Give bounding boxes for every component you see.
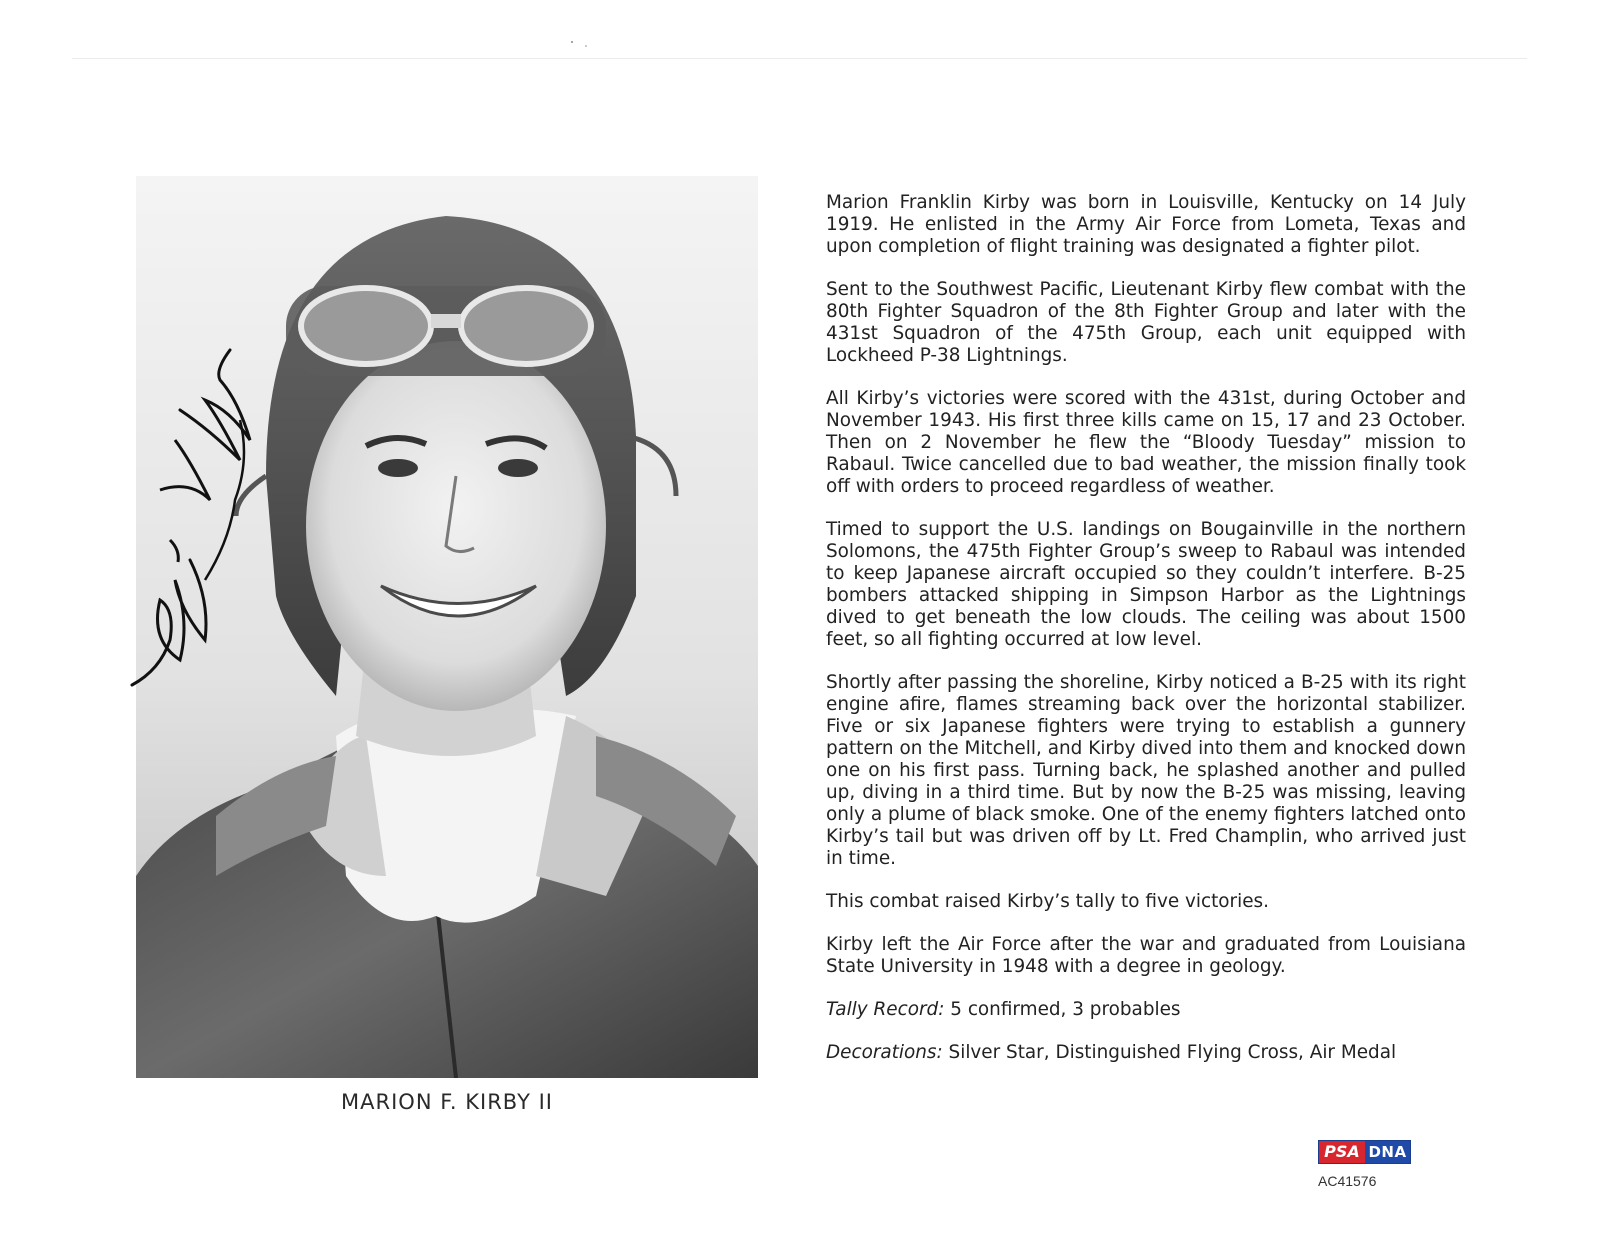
decorations-label: Decorations: [826, 1042, 943, 1063]
bio-paragraph-7: Kirby left the Air Force after the war and graduated from Louisiana State University in 1948 with a degree in geology. [826, 934, 1466, 977]
decorations-value: Silver Star, Distinguished Flying Cross, Air Medal [942, 1042, 1397, 1063]
page-edge-line [72, 58, 1527, 59]
bio-paragraph-5: Shortly after passing the shoreline, Kirby noticed a B-25 with its right engine afire, flames streaming back over the horizontal stabilizer. Five or six Japanese fighters were trying to establish a gunnery pattern on the Mitchell, and Kirby dived into them and knocked down one on his first pass. Turning back, he splashed another and pulled up, diving in a third time. But by now the B-25 was missing, leaving only a plume of black smoke. One of the enemy fighters latched onto Kirby’s tail but was driven off by Lt. Fred Champlin, who arrived just in time. [826, 672, 1466, 869]
tally-value: 5 confirmed, 3 probables [944, 999, 1181, 1020]
photo-caption: MARION F. KIRBY II [341, 1090, 553, 1114]
paper-specks [560, 38, 600, 50]
bio-paragraph-2: Sent to the Southwest Pacific, Lieutenant Kirby flew combat with the 80th Fighter Squadron of the 8th Fighter Group and later with the 431st Squadron of the 475th Group, each unit equipped with Lockheed P-38 Lightnings. [826, 279, 1466, 366]
tally-label: Tally Record: [826, 999, 945, 1020]
bio-paragraph-1: Marion Franklin Kirby was born in Louisville, Kentucky on 14 July 1919. He enlisted in the Army Air Force from Lometa, Texas and upon completion of flight training was designated a fighter pilot. [826, 192, 1466, 257]
handwritten-signature [120, 340, 270, 730]
certificate-number: AC41576 [1318, 1173, 1377, 1189]
bio-paragraph-3: All Kirby’s victories were scored with the 431st, during October and November 1943. His first three kills came on 15, 17 and 23 October. Then on 2 November he flew the “Bloody Tuesday” mission to Rabaul. Twice cancelled due to bad weather, the mission finally took off with orders to proceed regardless of weather. [826, 388, 1466, 497]
decorations [826, 1042, 1466, 1064]
dna-logo-text: DNA [1365, 1141, 1410, 1163]
psa-dna-logo [1318, 1140, 1411, 1164]
tally-record [826, 999, 1466, 1021]
psa-logo-text: PSA [1319, 1141, 1365, 1163]
biography-text [826, 192, 1466, 1085]
bio-paragraph-6: This combat raised Kirby’s tally to five victories. [826, 891, 1269, 912]
bio-paragraph-4: Timed to support the U.S. landings on Bougainville in the northern Solomons, the 475th Fighter Group’s sweep to Rabaul was intended to keep Japanese aircraft occupied so they couldn’t interfere. B-25 bombers attacked shipping in Simpson Harbor as the Lightnings dived to get beneath the low clouds. The ceiling was about 1500 feet, so all fighting occurred at low level. [826, 519, 1466, 650]
